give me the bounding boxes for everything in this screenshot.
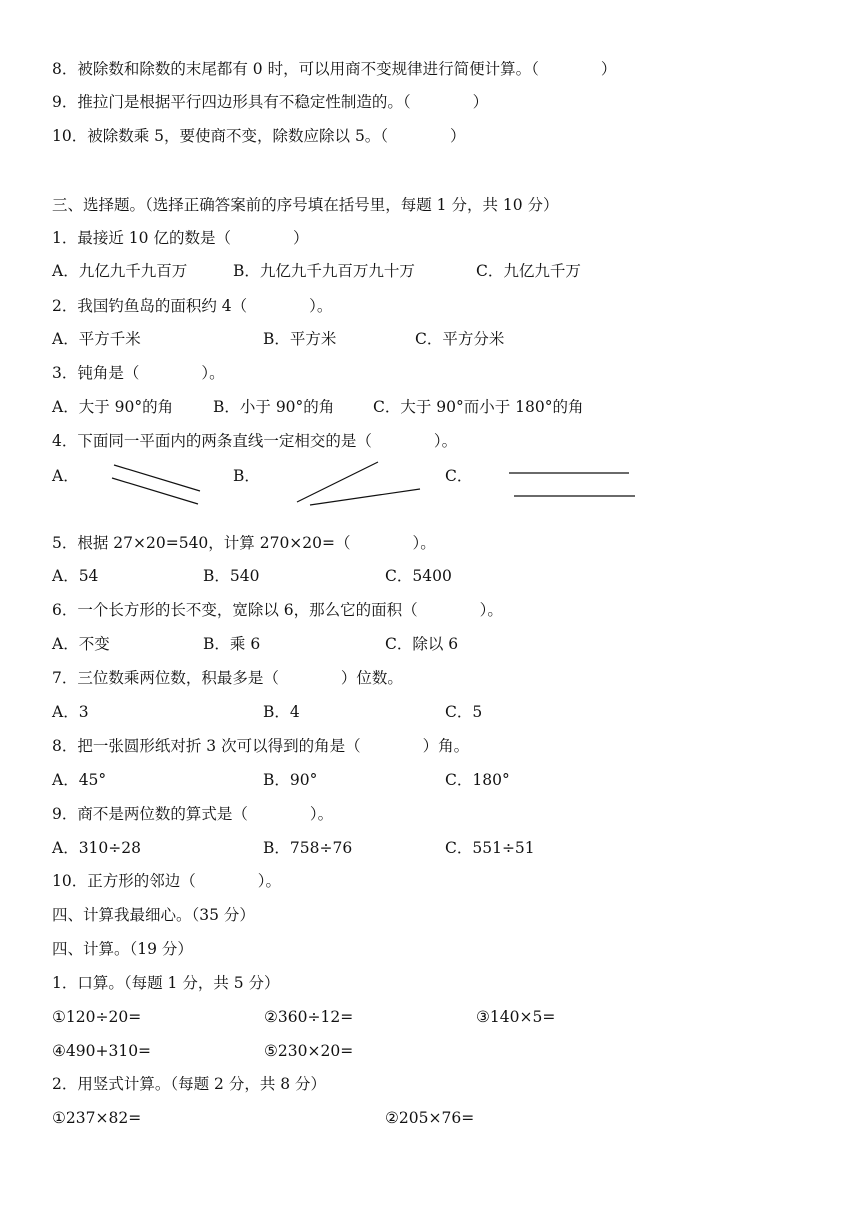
- choice-q3-option-c: C．大于 90°而小于 180°的角: [373, 398, 584, 416]
- choice-q1-option-c: C．九亿九千万: [476, 262, 581, 280]
- section-title-calc: 四、计算我最细心。（35 分）: [52, 906, 255, 924]
- oral-calc-item: ③140×5=: [476, 1008, 556, 1026]
- choice-q3-option-a: A．大于 90°的角: [52, 398, 174, 416]
- option-b-line-1: [297, 462, 378, 502]
- vertical-calc-item: ②205×76=: [385, 1109, 475, 1127]
- choice-q9-option-b: B．758÷76: [263, 839, 353, 857]
- choice-q2: 2．我国钓鱼岛的面积约 4（ ）。: [52, 297, 333, 315]
- option-b-line-2: [310, 489, 420, 505]
- choice-q7-option-a: A．3: [52, 703, 89, 721]
- section-subtitle-calc: 四、计算。（19 分）: [52, 940, 193, 958]
- choice-q6-option-a: A．不变: [52, 635, 110, 653]
- vertical-calc-item: ①237×82=: [52, 1109, 142, 1127]
- oral-calc-item: ④490+310=: [52, 1042, 152, 1060]
- choice-q7-option-b: B．4: [263, 703, 300, 721]
- option-a-line-1: [114, 465, 200, 491]
- choice-q4: 4．下面同一平面内的两条直线一定相交的是（ ）。: [52, 432, 458, 450]
- choice-q8-option-c: C．180°: [445, 771, 510, 789]
- choice-q5-option-c: C．5400: [385, 567, 452, 585]
- option-a-line-2: [112, 478, 198, 504]
- choice-q6-option-c: C．除以 6: [385, 635, 459, 653]
- choice-q1-option-a: A．九亿九千九百万: [52, 262, 188, 280]
- choice-q9: 9．商不是两位数的算式是（ ）。: [52, 805, 334, 823]
- choice-q7-option-c: C．5: [445, 703, 483, 721]
- choice-q2-option-b: B．平方米: [263, 330, 337, 348]
- choice-q8: 8．把一张圆形纸对折 3 次可以得到的角是（ ）角。: [52, 737, 470, 755]
- choice-q9-option-c: C．551÷51: [445, 839, 535, 857]
- choice-q6-option-b: B．乘 6: [203, 635, 261, 653]
- oral-calc-title: 1．口算。（每题 1 分，共 5 分）: [52, 974, 280, 992]
- choice-q8-option-a: A．45°: [52, 771, 107, 789]
- choice-q3-option-b: B．小于 90°的角: [213, 398, 335, 416]
- choice-q6: 6．一个长方形的长不变，宽除以 6，那么它的面积（ ）。: [52, 601, 503, 619]
- choice-q4-option-c: C．: [445, 467, 473, 485]
- judge-q10: 10．被除数乘 5，要使商不变，除数应除以 5。（ ）: [52, 127, 466, 145]
- choice-q5: 5．根据 27×20=540，计算 270×20=（ ）。: [52, 534, 436, 552]
- choice-q5-option-b: B．540: [203, 567, 260, 585]
- judge-q8: 8．被除数和除数的末尾都有 0 时，可以用商不变规律进行简便计算。（ ）: [52, 60, 617, 78]
- choice-q7: 7．三位数乘两位数，积最多是（ ）位数。: [52, 669, 403, 687]
- judge-q9: 9．推拉门是根据平行四边形具有不稳定性制造的。（ ）: [52, 93, 489, 111]
- choice-q10: 10．正方形的邻边（ ）。: [52, 872, 281, 890]
- choice-q1-option-b: B．九亿九千九百万九十万: [233, 262, 415, 280]
- choice-q1: 1．最接近 10 亿的数是（ ）: [52, 229, 309, 247]
- choice-q3: 3．钝角是（ ）。: [52, 364, 225, 382]
- oral-calc-item: ⑤230×20=: [264, 1042, 354, 1060]
- choice-q2-option-c: C．平方分米: [415, 330, 505, 348]
- choice-q2-option-a: A．平方千米: [52, 330, 141, 348]
- section-title-choice: 三、选择题。（选择正确答案前的序号填在括号里，每题 1 分，共 10 分）: [52, 196, 559, 214]
- choice-q8-option-b: B．90°: [263, 771, 318, 789]
- vertical-calc-title: 2．用竖式计算。（每题 2 分，共 8 分）: [52, 1075, 327, 1093]
- oral-calc-item: ②360÷12=: [264, 1008, 354, 1026]
- choice-q5-option-a: A．54: [52, 567, 99, 585]
- choice-q4-option-b: B．: [233, 467, 260, 485]
- choice-q9-option-a: A．310÷28: [52, 839, 141, 857]
- oral-calc-item: ①120÷20=: [52, 1008, 142, 1026]
- choice-q4-option-a: A．: [52, 467, 79, 485]
